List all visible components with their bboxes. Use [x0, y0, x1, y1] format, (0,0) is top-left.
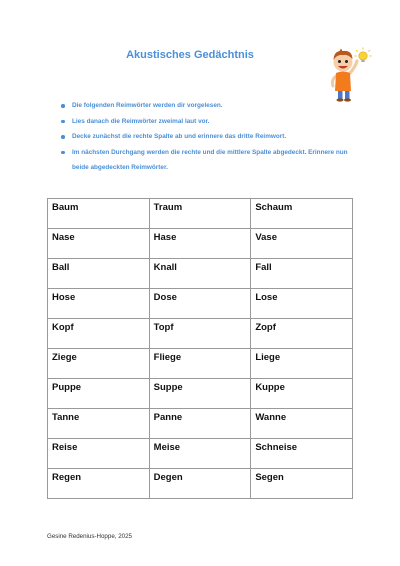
page-title: Akustisches Gedächtnis — [126, 49, 254, 61]
table-row — [48, 349, 353, 379]
table-cell: Schaum — [251, 199, 353, 229]
table-cell: Vase — [251, 229, 353, 259]
table-cell: Suppe — [149, 379, 251, 409]
boy-with-lightbulb-icon — [322, 46, 372, 102]
table-cell: Fall — [251, 259, 353, 289]
instruction-item: Die folgenden Reimwörter werden dir vorgelesen. — [58, 98, 358, 114]
table-cell: Traum — [149, 199, 251, 229]
table-row — [48, 409, 353, 439]
instruction-item: Lies danach die Reimwörter zweimal laut vor. — [58, 114, 358, 130]
table-cell: Regen — [48, 469, 150, 499]
table-cell: Baum — [48, 199, 150, 229]
table-cell: Schneise — [251, 439, 353, 469]
table-cell: Panne — [149, 409, 251, 439]
table-cell: Wanne — [251, 409, 353, 439]
table-cell: Kopf — [48, 319, 150, 349]
table-cell: Segen — [251, 469, 353, 499]
table-cell: Reise — [48, 439, 150, 469]
table-row — [48, 319, 353, 349]
table-cell: Hase — [149, 229, 251, 259]
author-footer: Gesine Redenius-Hoppe, 2025 — [47, 533, 132, 540]
table-cell: Meise — [149, 439, 251, 469]
table-cell: Nase — [48, 229, 150, 259]
table-cell: Zopf — [251, 319, 353, 349]
table-cell: Fliege — [149, 349, 251, 379]
table-row — [48, 439, 353, 469]
table-cell: Dose — [149, 289, 251, 319]
table-row — [48, 229, 353, 259]
instruction-list — [58, 98, 358, 176]
table-cell: Tanne — [48, 409, 150, 439]
table-cell: Knall — [149, 259, 251, 289]
table-row — [48, 259, 353, 289]
table-row — [48, 289, 353, 319]
table-row — [48, 469, 353, 499]
table-cell: Ziege — [48, 349, 150, 379]
rhyme-word-table — [47, 198, 353, 499]
table-cell: Lose — [251, 289, 353, 319]
table-cell: Kuppe — [251, 379, 353, 409]
table-cell: Ball — [48, 259, 150, 289]
table-cell: Hose — [48, 289, 150, 319]
table-cell: Topf — [149, 319, 251, 349]
instruction-item: Im nächsten Durchgang werden die rechte und die mittlere Spalte abgedeckt. Erinnere nun beide abgedeckten Reimwörter. — [58, 145, 358, 176]
table-cell: Liege — [251, 349, 353, 379]
instruction-item: Decke zunächst die rechte Spalte ab und erinnere das dritte Reimwort. — [58, 129, 358, 145]
table-cell: Puppe — [48, 379, 150, 409]
table-row — [48, 199, 353, 229]
table-cell: Degen — [149, 469, 251, 499]
table-row — [48, 379, 353, 409]
